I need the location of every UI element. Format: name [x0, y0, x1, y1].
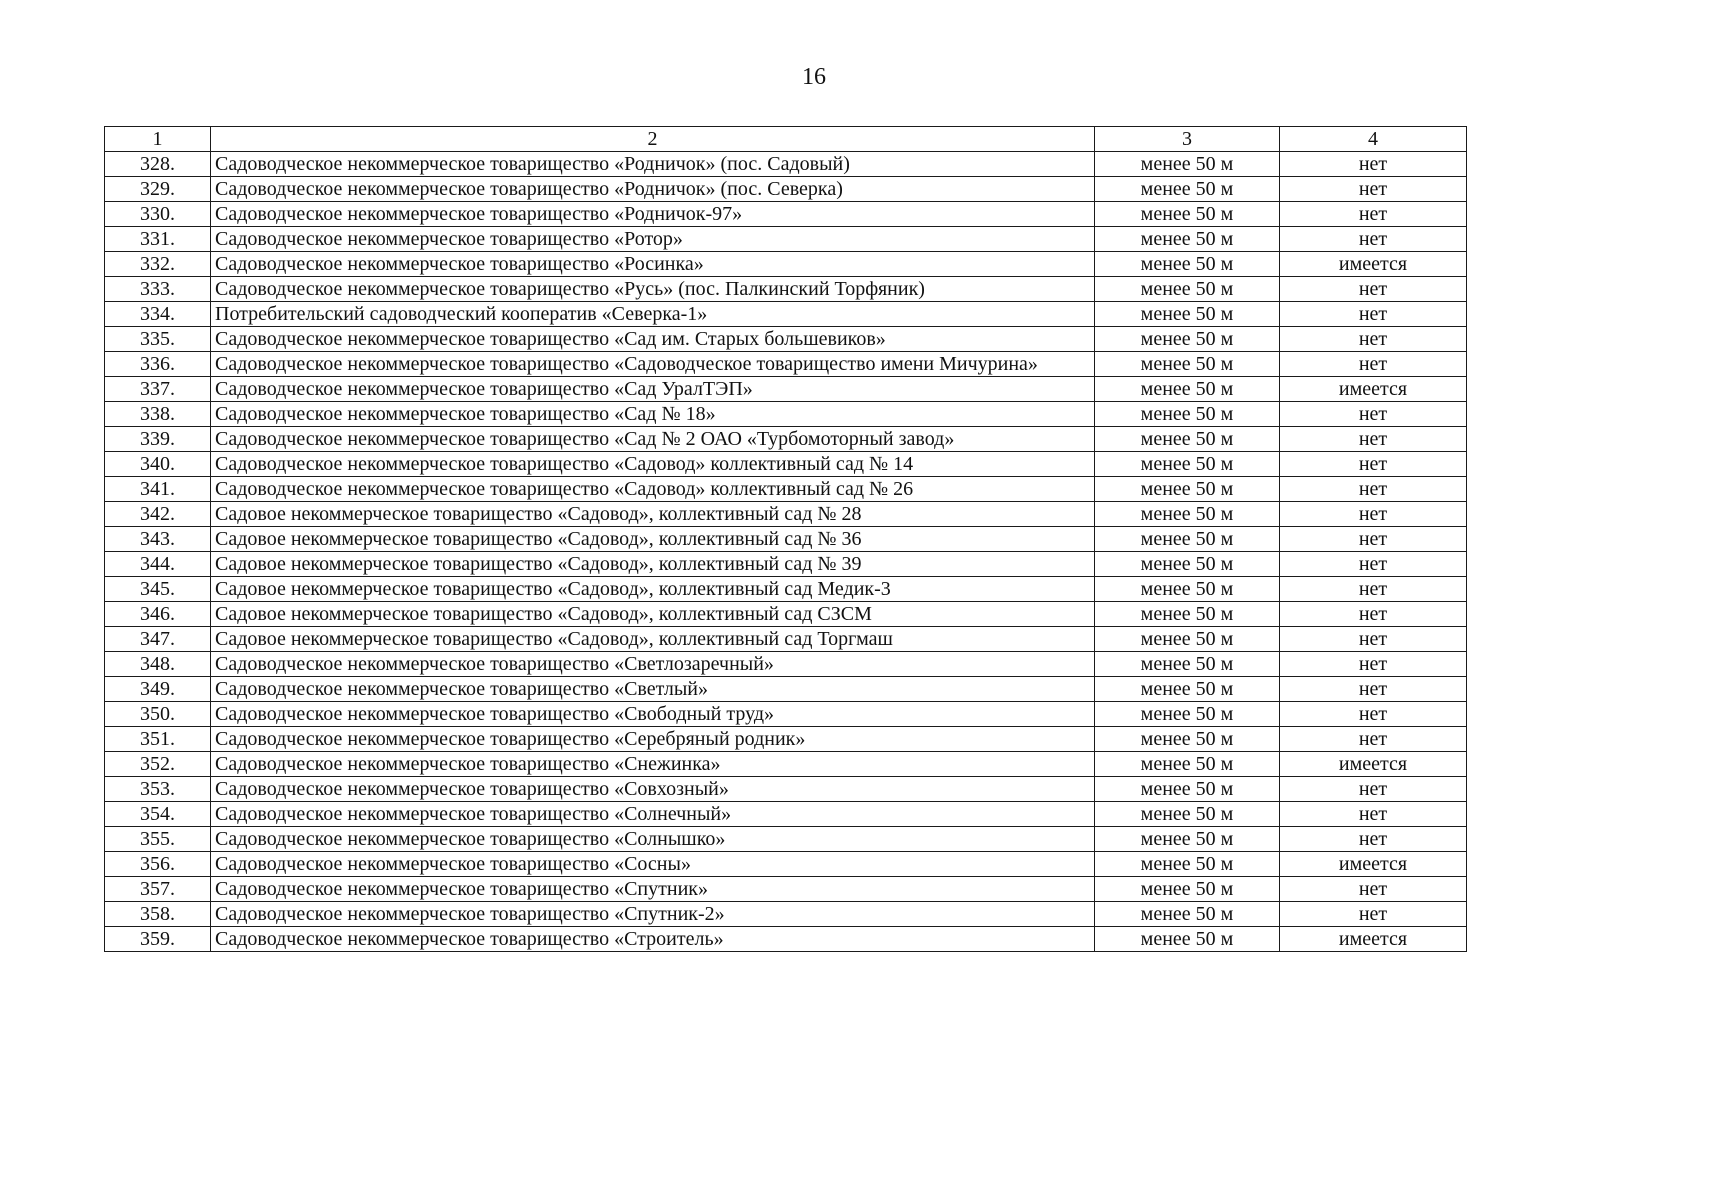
- table-row: [105, 402, 1467, 427]
- organization-name: Потребительский садоводческий кооператив «Северка-1»: [211, 302, 1095, 327]
- distance-value: менее 50 м: [1095, 752, 1280, 777]
- availability-value: имеется: [1280, 927, 1467, 952]
- availability-value: нет: [1280, 227, 1467, 252]
- organization-name: Садоводческое некоммерческое товарищество «Снежинка»: [211, 752, 1095, 777]
- availability-value: нет: [1280, 502, 1467, 527]
- row-number: 338.: [105, 402, 211, 427]
- row-number: 333.: [105, 277, 211, 302]
- table-row: [105, 152, 1467, 177]
- table-row: [105, 277, 1467, 302]
- distance-value: менее 50 м: [1095, 652, 1280, 677]
- organization-name: Садоводческое некоммерческое товарищество «Серебряный родник»: [211, 727, 1095, 752]
- table-row: [105, 827, 1467, 852]
- distance-value: менее 50 м: [1095, 252, 1280, 277]
- availability-value: имеется: [1280, 852, 1467, 877]
- row-number: 343.: [105, 527, 211, 552]
- distance-value: менее 50 м: [1095, 602, 1280, 627]
- column-header-name: 2: [211, 127, 1095, 152]
- availability-value: имеется: [1280, 377, 1467, 402]
- distance-value: менее 50 м: [1095, 827, 1280, 852]
- organization-name: Садоводческое некоммерческое товарищество «Садовод» коллективный сад № 26: [211, 477, 1095, 502]
- distance-value: менее 50 м: [1095, 502, 1280, 527]
- table-row: [105, 452, 1467, 477]
- availability-value: нет: [1280, 777, 1467, 802]
- distance-value: менее 50 м: [1095, 177, 1280, 202]
- page-number: 16: [802, 64, 826, 90]
- availability-value: нет: [1280, 677, 1467, 702]
- distance-value: менее 50 м: [1095, 627, 1280, 652]
- row-number: 351.: [105, 727, 211, 752]
- row-number: 336.: [105, 352, 211, 377]
- availability-value: нет: [1280, 552, 1467, 577]
- row-number: 353.: [105, 777, 211, 802]
- table-row: [105, 327, 1467, 352]
- organization-name: Садоводческое некоммерческое товарищество «Светлый»: [211, 677, 1095, 702]
- table-row: [105, 852, 1467, 877]
- availability-value: нет: [1280, 652, 1467, 677]
- row-number: 355.: [105, 827, 211, 852]
- row-number: 357.: [105, 877, 211, 902]
- row-number: 358.: [105, 902, 211, 927]
- row-number: 345.: [105, 577, 211, 602]
- organization-name: Садоводческое некоммерческое товарищество «Родничок-97»: [211, 202, 1095, 227]
- table-row: [105, 752, 1467, 777]
- row-number: 328.: [105, 152, 211, 177]
- distance-value: менее 50 м: [1095, 352, 1280, 377]
- organization-name: Садоводческое некоммерческое товарищество «Сосны»: [211, 852, 1095, 877]
- table-row: [105, 527, 1467, 552]
- distance-value: менее 50 м: [1095, 877, 1280, 902]
- distance-value: менее 50 м: [1095, 852, 1280, 877]
- organization-name: Садоводческое некоммерческое товарищество «Спутник»: [211, 877, 1095, 902]
- distance-value: менее 50 м: [1095, 402, 1280, 427]
- row-number: 347.: [105, 627, 211, 652]
- organization-name: Садовое некоммерческое товарищество «Садовод», коллективный сад № 36: [211, 527, 1095, 552]
- row-number: 339.: [105, 427, 211, 452]
- row-number: 332.: [105, 252, 211, 277]
- table-row: [105, 702, 1467, 727]
- distance-value: менее 50 м: [1095, 302, 1280, 327]
- organization-name: Садоводческое некоммерческое товарищество «Солнечный»: [211, 802, 1095, 827]
- row-number: 354.: [105, 802, 211, 827]
- organization-name: Садоводческое некоммерческое товарищество «Сад им. Старых большевиков»: [211, 327, 1095, 352]
- organization-name: Садоводческое некоммерческое товарищество «Садоводческое товарищество имени Мичурина»: [211, 352, 1095, 377]
- table-row: [105, 577, 1467, 602]
- distance-value: менее 50 м: [1095, 377, 1280, 402]
- distance-value: менее 50 м: [1095, 202, 1280, 227]
- row-number: 337.: [105, 377, 211, 402]
- table-row: [105, 302, 1467, 327]
- distance-value: менее 50 м: [1095, 802, 1280, 827]
- organization-name: Садоводческое некоммерческое товарищество «Родничок» (пос. Северка): [211, 177, 1095, 202]
- organization-name: Садоводческое некоммерческое товарищество «Росинка»: [211, 252, 1095, 277]
- organization-name: Садоводческое некоммерческое товарищество «Садовод» коллективный сад № 14: [211, 452, 1095, 477]
- distance-value: менее 50 м: [1095, 552, 1280, 577]
- distance-value: менее 50 м: [1095, 277, 1280, 302]
- table-row: [105, 552, 1467, 577]
- availability-value: нет: [1280, 427, 1467, 452]
- distance-value: менее 50 м: [1095, 477, 1280, 502]
- table-row: [105, 627, 1467, 652]
- table-row: [105, 177, 1467, 202]
- table-row: [105, 877, 1467, 902]
- distance-value: менее 50 м: [1095, 677, 1280, 702]
- table-row: [105, 427, 1467, 452]
- distance-value: менее 50 м: [1095, 902, 1280, 927]
- row-number: 342.: [105, 502, 211, 527]
- availability-value: нет: [1280, 802, 1467, 827]
- distance-value: менее 50 м: [1095, 577, 1280, 602]
- availability-value: нет: [1280, 602, 1467, 627]
- availability-value: нет: [1280, 302, 1467, 327]
- table-row: [105, 602, 1467, 627]
- row-number: 348.: [105, 652, 211, 677]
- organization-name: Садоводческое некоммерческое товарищество «Совхозный»: [211, 777, 1095, 802]
- row-number: 352.: [105, 752, 211, 777]
- column-header-distance: 3: [1095, 127, 1280, 152]
- availability-value: нет: [1280, 627, 1467, 652]
- column-header-availability: 4: [1280, 127, 1467, 152]
- row-number: 349.: [105, 677, 211, 702]
- distance-value: менее 50 м: [1095, 327, 1280, 352]
- organization-name: Садоводческое некоммерческое товарищество «Солнышко»: [211, 827, 1095, 852]
- availability-value: нет: [1280, 352, 1467, 377]
- availability-value: нет: [1280, 477, 1467, 502]
- row-number: 350.: [105, 702, 211, 727]
- organization-name: Садовое некоммерческое товарищество «Садовод», коллективный сад Медик-3: [211, 577, 1095, 602]
- distance-value: менее 50 м: [1095, 452, 1280, 477]
- row-number: 335.: [105, 327, 211, 352]
- organization-name: Садоводческое некоммерческое товарищество «Сад УралТЭП»: [211, 377, 1095, 402]
- table-row: [105, 502, 1467, 527]
- table-row: [105, 377, 1467, 402]
- row-number: 359.: [105, 927, 211, 952]
- distance-value: менее 50 м: [1095, 927, 1280, 952]
- availability-value: нет: [1280, 202, 1467, 227]
- organization-name: Садоводческое некоммерческое товарищество «Ротор»: [211, 227, 1095, 252]
- availability-value: нет: [1280, 577, 1467, 602]
- availability-value: нет: [1280, 152, 1467, 177]
- organization-name: Садоводческое некоммерческое товарищество «Родничок» (пос. Садовый): [211, 152, 1095, 177]
- availability-value: имеется: [1280, 252, 1467, 277]
- organization-name: Садовое некоммерческое товарищество «Садовод», коллективный сад № 39: [211, 552, 1095, 577]
- organization-name: Садоводческое некоммерческое товарищество «Сад № 2 ОАО «Турбомоторный завод»: [211, 427, 1095, 452]
- availability-value: нет: [1280, 327, 1467, 352]
- availability-value: нет: [1280, 902, 1467, 927]
- table-row: [105, 252, 1467, 277]
- availability-value: нет: [1280, 827, 1467, 852]
- row-number: 330.: [105, 202, 211, 227]
- distance-value: менее 50 м: [1095, 527, 1280, 552]
- row-number: 346.: [105, 602, 211, 627]
- organization-name: Садоводческое некоммерческое товарищество «Свободный труд»: [211, 702, 1095, 727]
- table-row: [105, 477, 1467, 502]
- table-row: [105, 202, 1467, 227]
- data-table: [104, 126, 1467, 952]
- row-number: 334.: [105, 302, 211, 327]
- row-number: 340.: [105, 452, 211, 477]
- organization-name: Садоводческое некоммерческое товарищество «Спутник-2»: [211, 902, 1095, 927]
- distance-value: менее 50 м: [1095, 727, 1280, 752]
- row-number: 344.: [105, 552, 211, 577]
- table-row: [105, 227, 1467, 252]
- availability-value: нет: [1280, 527, 1467, 552]
- organization-name: Садовое некоммерческое товарищество «Садовод», коллективный сад № 28: [211, 502, 1095, 527]
- table-row: [105, 902, 1467, 927]
- table-header-row: [105, 127, 1467, 152]
- row-number: 341.: [105, 477, 211, 502]
- organization-name: Садоводческое некоммерческое товарищество «Светлозаречный»: [211, 652, 1095, 677]
- distance-value: менее 50 м: [1095, 427, 1280, 452]
- distance-value: менее 50 м: [1095, 702, 1280, 727]
- availability-value: нет: [1280, 177, 1467, 202]
- distance-value: менее 50 м: [1095, 777, 1280, 802]
- availability-value: нет: [1280, 877, 1467, 902]
- row-number: 356.: [105, 852, 211, 877]
- table-row: [105, 677, 1467, 702]
- table-row: [105, 352, 1467, 377]
- organization-name: Садовое некоммерческое товарищество «Садовод», коллективный сад Торгмаш: [211, 627, 1095, 652]
- table-row: [105, 927, 1467, 952]
- availability-value: нет: [1280, 402, 1467, 427]
- availability-value: нет: [1280, 277, 1467, 302]
- organization-name: Садовое некоммерческое товарищество «Садовод», коллективный сад СЗСМ: [211, 602, 1095, 627]
- column-header-number: 1: [105, 127, 211, 152]
- distance-value: менее 50 м: [1095, 152, 1280, 177]
- table-row: [105, 652, 1467, 677]
- table-row: [105, 777, 1467, 802]
- organization-name: Садоводческое некоммерческое товарищество «Русь» (пос. Палкинский Торфяник): [211, 277, 1095, 302]
- organization-name: Садоводческое некоммерческое товарищество «Сад № 18»: [211, 402, 1095, 427]
- availability-value: имеется: [1280, 752, 1467, 777]
- organization-name: Садоводческое некоммерческое товарищество «Строитель»: [211, 927, 1095, 952]
- table-row: [105, 802, 1467, 827]
- distance-value: менее 50 м: [1095, 227, 1280, 252]
- availability-value: нет: [1280, 727, 1467, 752]
- row-number: 331.: [105, 227, 211, 252]
- row-number: 329.: [105, 177, 211, 202]
- availability-value: нет: [1280, 702, 1467, 727]
- availability-value: нет: [1280, 452, 1467, 477]
- table-row: [105, 727, 1467, 752]
